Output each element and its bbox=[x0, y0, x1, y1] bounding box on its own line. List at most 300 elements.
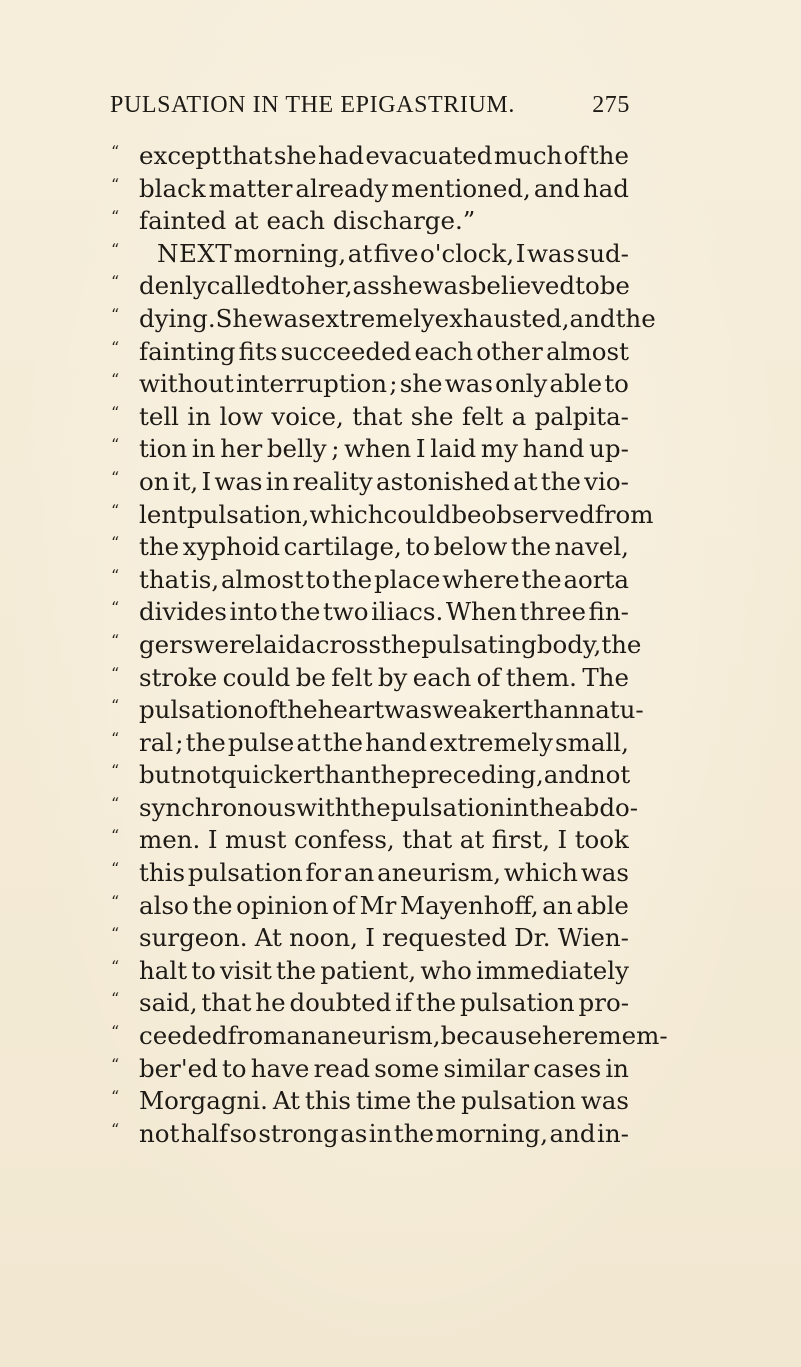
quote-mark: “ bbox=[111, 891, 120, 911]
word: extremely bbox=[310, 303, 435, 333]
word: and bbox=[569, 303, 616, 333]
word: noon, bbox=[289, 923, 358, 953]
word: because bbox=[440, 1021, 542, 1051]
word: as bbox=[340, 1118, 368, 1148]
quote-mark: “ bbox=[111, 533, 120, 553]
word: I bbox=[415, 434, 426, 464]
word: from bbox=[227, 1021, 287, 1051]
word: aneurism, bbox=[316, 1021, 441, 1051]
word: was bbox=[262, 303, 311, 333]
text-line bbox=[109, 270, 629, 303]
word: ; bbox=[331, 434, 340, 464]
word: divides bbox=[139, 597, 227, 627]
word: able bbox=[549, 369, 603, 399]
word: this bbox=[304, 1086, 351, 1116]
quote-mark: “ bbox=[111, 793, 120, 813]
word: confess, bbox=[293, 825, 395, 855]
word: lent bbox=[139, 499, 187, 529]
word: to bbox=[221, 1053, 247, 1083]
text-line bbox=[109, 336, 629, 369]
word: fainted bbox=[139, 206, 227, 236]
word: of bbox=[332, 890, 356, 920]
word: each bbox=[412, 662, 472, 692]
word: almost bbox=[546, 336, 629, 366]
word: the bbox=[601, 629, 642, 659]
word: felt bbox=[461, 401, 504, 431]
word: and bbox=[549, 1118, 596, 1148]
quote-mark: “ bbox=[111, 663, 120, 683]
word: two bbox=[322, 597, 369, 627]
quote-mark: “ bbox=[111, 142, 120, 161]
word: her, bbox=[305, 271, 353, 301]
word: was bbox=[422, 271, 471, 301]
word: each bbox=[266, 206, 326, 236]
word: astonished bbox=[375, 466, 510, 496]
word: be bbox=[451, 499, 482, 529]
text-line bbox=[109, 890, 629, 923]
word: in bbox=[505, 792, 529, 822]
word: who bbox=[420, 955, 472, 985]
quote-mark: “ bbox=[111, 337, 120, 357]
word: with bbox=[296, 792, 351, 822]
quote-mark: “ bbox=[111, 304, 120, 324]
word: in bbox=[187, 401, 212, 431]
word: At bbox=[272, 1086, 300, 1116]
quote-mark: “ bbox=[111, 565, 120, 585]
word: low bbox=[219, 401, 263, 431]
word: called bbox=[206, 271, 281, 301]
word: ral bbox=[139, 727, 174, 757]
word: evacuated bbox=[365, 141, 493, 170]
word: men. bbox=[139, 825, 201, 855]
text-line bbox=[109, 140, 629, 173]
text-line bbox=[109, 564, 629, 597]
word: to bbox=[280, 271, 306, 301]
text-line bbox=[109, 401, 629, 434]
word: interruption bbox=[236, 369, 388, 399]
word: able bbox=[576, 890, 629, 920]
word: hand bbox=[522, 434, 585, 464]
word: from bbox=[594, 499, 654, 529]
word: pulsation bbox=[461, 1086, 576, 1116]
word: patient, bbox=[320, 955, 417, 985]
word: and bbox=[543, 760, 590, 790]
word: by bbox=[377, 662, 408, 692]
quote-mark: “ bbox=[111, 435, 120, 455]
word: which bbox=[503, 858, 578, 888]
word: read bbox=[313, 1053, 371, 1083]
word: five bbox=[373, 238, 419, 268]
word: had bbox=[582, 173, 629, 203]
word: she bbox=[410, 401, 454, 431]
word: the bbox=[521, 564, 562, 594]
word: xyphoid bbox=[182, 532, 281, 562]
text-line bbox=[109, 368, 629, 401]
word: denly bbox=[139, 271, 207, 301]
text-line bbox=[109, 1085, 629, 1118]
word: not bbox=[180, 760, 221, 790]
text-line bbox=[109, 303, 656, 336]
word: I bbox=[515, 238, 526, 268]
word: observed bbox=[481, 499, 595, 529]
word: could bbox=[222, 662, 291, 692]
word: hand bbox=[365, 727, 428, 757]
word: remem- bbox=[572, 1021, 668, 1051]
word: had bbox=[318, 141, 365, 170]
word: when bbox=[344, 434, 412, 464]
text-line bbox=[109, 173, 629, 206]
word: to bbox=[405, 532, 430, 562]
word: immediately bbox=[476, 955, 629, 985]
word: sud- bbox=[576, 238, 629, 268]
quote-mark: “ bbox=[111, 370, 120, 390]
text-line bbox=[109, 824, 629, 857]
word: the bbox=[370, 760, 411, 790]
word: is, bbox=[190, 564, 220, 594]
word: iliacs. bbox=[371, 597, 444, 627]
word: morning, bbox=[233, 238, 347, 268]
word: below bbox=[433, 532, 508, 562]
word: each bbox=[414, 336, 474, 366]
word: were bbox=[193, 629, 256, 659]
word: also bbox=[139, 890, 189, 920]
quote-mark: “ bbox=[111, 696, 120, 716]
word: an bbox=[286, 1021, 317, 1051]
quote-mark: “ bbox=[111, 272, 120, 292]
word: the bbox=[510, 532, 552, 562]
word: o'clock, bbox=[420, 238, 515, 268]
quote-mark: “ bbox=[111, 500, 120, 520]
word: mentioned, bbox=[391, 173, 531, 203]
word: the bbox=[332, 564, 373, 594]
word: across bbox=[301, 629, 382, 659]
word: that bbox=[352, 401, 403, 431]
text-line bbox=[109, 792, 639, 825]
word: abdo- bbox=[569, 792, 639, 822]
word: but bbox=[139, 760, 181, 790]
word: heart bbox=[317, 695, 385, 725]
word: not bbox=[589, 760, 631, 790]
word: voice, bbox=[271, 401, 344, 431]
word: morning, bbox=[435, 1118, 549, 1148]
word: fin- bbox=[588, 597, 629, 627]
word: in bbox=[265, 466, 290, 496]
quote-mark: “ bbox=[111, 956, 120, 976]
word: at bbox=[459, 825, 485, 855]
word: the bbox=[588, 141, 629, 170]
word: ber'ed bbox=[139, 1053, 218, 1083]
word: at bbox=[234, 206, 259, 236]
word: body, bbox=[536, 629, 602, 659]
word: Mr bbox=[359, 890, 397, 920]
word: the bbox=[322, 727, 364, 757]
word: vio- bbox=[584, 466, 629, 496]
word: The bbox=[582, 662, 629, 692]
body-text bbox=[109, 140, 668, 1150]
word: synchronous bbox=[139, 792, 297, 822]
word: for bbox=[305, 858, 342, 888]
word: to bbox=[604, 369, 629, 399]
word: I bbox=[557, 825, 568, 855]
word: pulsation bbox=[459, 988, 575, 1018]
text-line bbox=[109, 596, 629, 629]
word: the bbox=[139, 532, 180, 562]
word: halt bbox=[139, 955, 188, 985]
word: she bbox=[273, 141, 317, 170]
word: the bbox=[540, 466, 581, 496]
running-header bbox=[110, 92, 630, 119]
text-line bbox=[109, 694, 644, 727]
word: than bbox=[523, 695, 580, 725]
word: doubted bbox=[289, 988, 392, 1018]
word: ; bbox=[175, 727, 184, 757]
word: was bbox=[526, 238, 576, 268]
word: other bbox=[476, 336, 543, 366]
text-line bbox=[109, 1053, 629, 1086]
text-line bbox=[109, 857, 629, 890]
word: three bbox=[519, 597, 586, 627]
word: Morgagni. bbox=[139, 1086, 268, 1116]
word: he bbox=[255, 988, 286, 1018]
word: navel, bbox=[554, 532, 629, 562]
running-title: PULSATION IN THE EPIGASTRIUM. bbox=[110, 92, 515, 118]
word: was bbox=[384, 695, 433, 725]
word: I bbox=[207, 825, 218, 855]
word: the bbox=[615, 303, 656, 333]
word: have bbox=[250, 1053, 310, 1083]
word: of bbox=[563, 141, 588, 170]
word: a bbox=[511, 401, 527, 431]
text-line bbox=[109, 922, 629, 955]
quote-mark: “ bbox=[111, 174, 120, 194]
word: the bbox=[185, 727, 226, 757]
word: of bbox=[476, 662, 501, 692]
word: was bbox=[444, 369, 493, 399]
word: exhausted, bbox=[434, 303, 570, 333]
word: Wien- bbox=[557, 923, 629, 953]
word: matter bbox=[208, 173, 293, 203]
word: at bbox=[347, 238, 373, 268]
word: time bbox=[355, 1086, 412, 1116]
word: natu- bbox=[579, 695, 644, 725]
word: laid bbox=[255, 629, 302, 659]
word: an bbox=[542, 890, 573, 920]
word: only bbox=[495, 369, 548, 399]
word: must bbox=[225, 825, 287, 855]
word: except bbox=[139, 141, 222, 170]
quote-mark: “ bbox=[111, 924, 120, 944]
word: I bbox=[365, 923, 375, 953]
word: discharge.” bbox=[332, 206, 476, 236]
word: where bbox=[442, 564, 520, 594]
word: pro- bbox=[578, 988, 629, 1018]
quote-mark: “ bbox=[111, 826, 120, 846]
text-line bbox=[109, 987, 629, 1020]
word: that bbox=[402, 825, 453, 855]
word: cartilage, bbox=[283, 532, 402, 562]
word: tell bbox=[139, 401, 180, 431]
text-line bbox=[109, 629, 642, 662]
text-line bbox=[109, 433, 629, 466]
word: was bbox=[580, 1086, 629, 1116]
word: the bbox=[528, 792, 570, 822]
word: place bbox=[374, 564, 441, 594]
word: the bbox=[416, 988, 457, 1018]
word: extremely bbox=[429, 727, 553, 757]
quote-mark: “ bbox=[111, 761, 120, 781]
word: strong bbox=[258, 1118, 339, 1148]
word: an bbox=[343, 858, 375, 888]
word: the bbox=[350, 792, 391, 822]
word: visit bbox=[219, 955, 272, 985]
word: black bbox=[139, 173, 206, 203]
word: aorta bbox=[563, 564, 629, 594]
word: he bbox=[541, 1021, 573, 1051]
word: much bbox=[493, 141, 563, 170]
word: my bbox=[480, 434, 518, 464]
word: so bbox=[229, 1118, 257, 1148]
quote-mark: “ bbox=[111, 1119, 120, 1139]
word: in bbox=[368, 1118, 393, 1148]
word: pulse bbox=[227, 727, 295, 757]
page-number: 275 bbox=[592, 92, 630, 118]
word: to bbox=[305, 564, 331, 594]
word: could bbox=[383, 499, 452, 529]
word: fits bbox=[238, 336, 278, 366]
word: on bbox=[139, 466, 170, 496]
word: reality bbox=[292, 466, 373, 496]
word: tion bbox=[139, 434, 188, 464]
word: opinion bbox=[236, 890, 329, 920]
word: ceeded bbox=[139, 1021, 228, 1051]
word: up- bbox=[589, 434, 629, 464]
word: at bbox=[296, 727, 321, 757]
word: she bbox=[379, 271, 423, 301]
word: I bbox=[201, 466, 212, 496]
word: it, bbox=[172, 466, 199, 496]
text-line bbox=[109, 727, 629, 760]
word: pulsation, bbox=[186, 499, 310, 529]
word: if bbox=[395, 988, 413, 1018]
quote-mark: “ bbox=[111, 1087, 120, 1107]
word: pulsation bbox=[187, 858, 303, 888]
word: quicker bbox=[220, 760, 315, 790]
word: belly bbox=[266, 434, 327, 464]
word: surgeon. bbox=[139, 923, 248, 953]
word: already bbox=[295, 173, 389, 203]
quote-mark: “ bbox=[111, 989, 120, 1009]
word: the bbox=[416, 1086, 457, 1116]
word: the bbox=[393, 1118, 434, 1148]
word: fainting bbox=[139, 336, 236, 366]
quote-mark: “ bbox=[111, 598, 120, 618]
word: When bbox=[445, 597, 518, 627]
word: believed bbox=[470, 271, 576, 301]
word: At bbox=[254, 923, 282, 953]
text-line bbox=[109, 759, 629, 792]
word: stroke bbox=[139, 662, 218, 692]
word: the bbox=[192, 890, 233, 920]
word: pulsating bbox=[421, 629, 537, 659]
word: aneurism, bbox=[377, 858, 501, 888]
word: palpita- bbox=[534, 401, 629, 431]
word: almost bbox=[220, 564, 304, 594]
quote-mark: “ bbox=[111, 630, 120, 650]
quote-mark: “ bbox=[111, 1022, 120, 1042]
word: dying. bbox=[139, 303, 216, 333]
word: similar bbox=[443, 1053, 530, 1083]
word: pulsation bbox=[139, 695, 254, 725]
word: gers bbox=[139, 629, 194, 659]
word: preceding, bbox=[410, 760, 544, 790]
text-line bbox=[109, 1118, 629, 1151]
word: than bbox=[314, 760, 371, 790]
word: in bbox=[191, 434, 216, 464]
word: succeeded bbox=[280, 336, 412, 366]
word: at bbox=[513, 466, 538, 496]
word: without bbox=[139, 369, 234, 399]
text-line bbox=[109, 955, 629, 988]
word: laid bbox=[430, 434, 477, 464]
word: requested bbox=[382, 923, 507, 953]
quote-mark: “ bbox=[111, 1054, 120, 1074]
word: was bbox=[580, 858, 629, 888]
word: ; bbox=[389, 369, 398, 399]
text-line bbox=[109, 531, 629, 564]
word: as bbox=[352, 271, 380, 301]
quote-mark: “ bbox=[111, 239, 120, 259]
word: them. bbox=[505, 662, 577, 692]
word: which bbox=[309, 499, 384, 529]
word: Dr. bbox=[514, 923, 551, 953]
word: in- bbox=[597, 1118, 629, 1148]
text-line bbox=[109, 466, 629, 499]
word: be bbox=[599, 271, 630, 301]
quote-mark: “ bbox=[111, 728, 120, 748]
word: this bbox=[139, 858, 186, 888]
word: she bbox=[399, 369, 443, 399]
word: to bbox=[191, 955, 216, 985]
word: cases bbox=[533, 1053, 602, 1083]
word: the bbox=[381, 629, 422, 659]
quote-mark: “ bbox=[111, 859, 120, 879]
text-line bbox=[109, 238, 629, 271]
quote-mark: “ bbox=[111, 467, 120, 487]
word: NEXT bbox=[157, 238, 233, 268]
quote-mark: “ bbox=[111, 402, 120, 422]
word: to bbox=[575, 271, 600, 301]
word: She bbox=[215, 303, 263, 333]
word: the bbox=[277, 695, 318, 725]
word: took bbox=[574, 825, 629, 855]
word: that bbox=[222, 141, 273, 170]
quote-mark: “ bbox=[111, 207, 120, 227]
text-line bbox=[109, 662, 629, 695]
word: was bbox=[214, 466, 263, 496]
word: in bbox=[605, 1053, 629, 1083]
word: be bbox=[295, 662, 326, 692]
word: half bbox=[180, 1118, 229, 1148]
word: into bbox=[229, 597, 278, 627]
text-line bbox=[109, 499, 654, 532]
word: said, bbox=[139, 988, 198, 1018]
word: the bbox=[276, 955, 317, 985]
text-line bbox=[109, 1020, 668, 1053]
word: some bbox=[374, 1053, 440, 1083]
word: first, bbox=[491, 825, 550, 855]
word: not bbox=[139, 1118, 180, 1148]
word: her bbox=[220, 434, 263, 464]
